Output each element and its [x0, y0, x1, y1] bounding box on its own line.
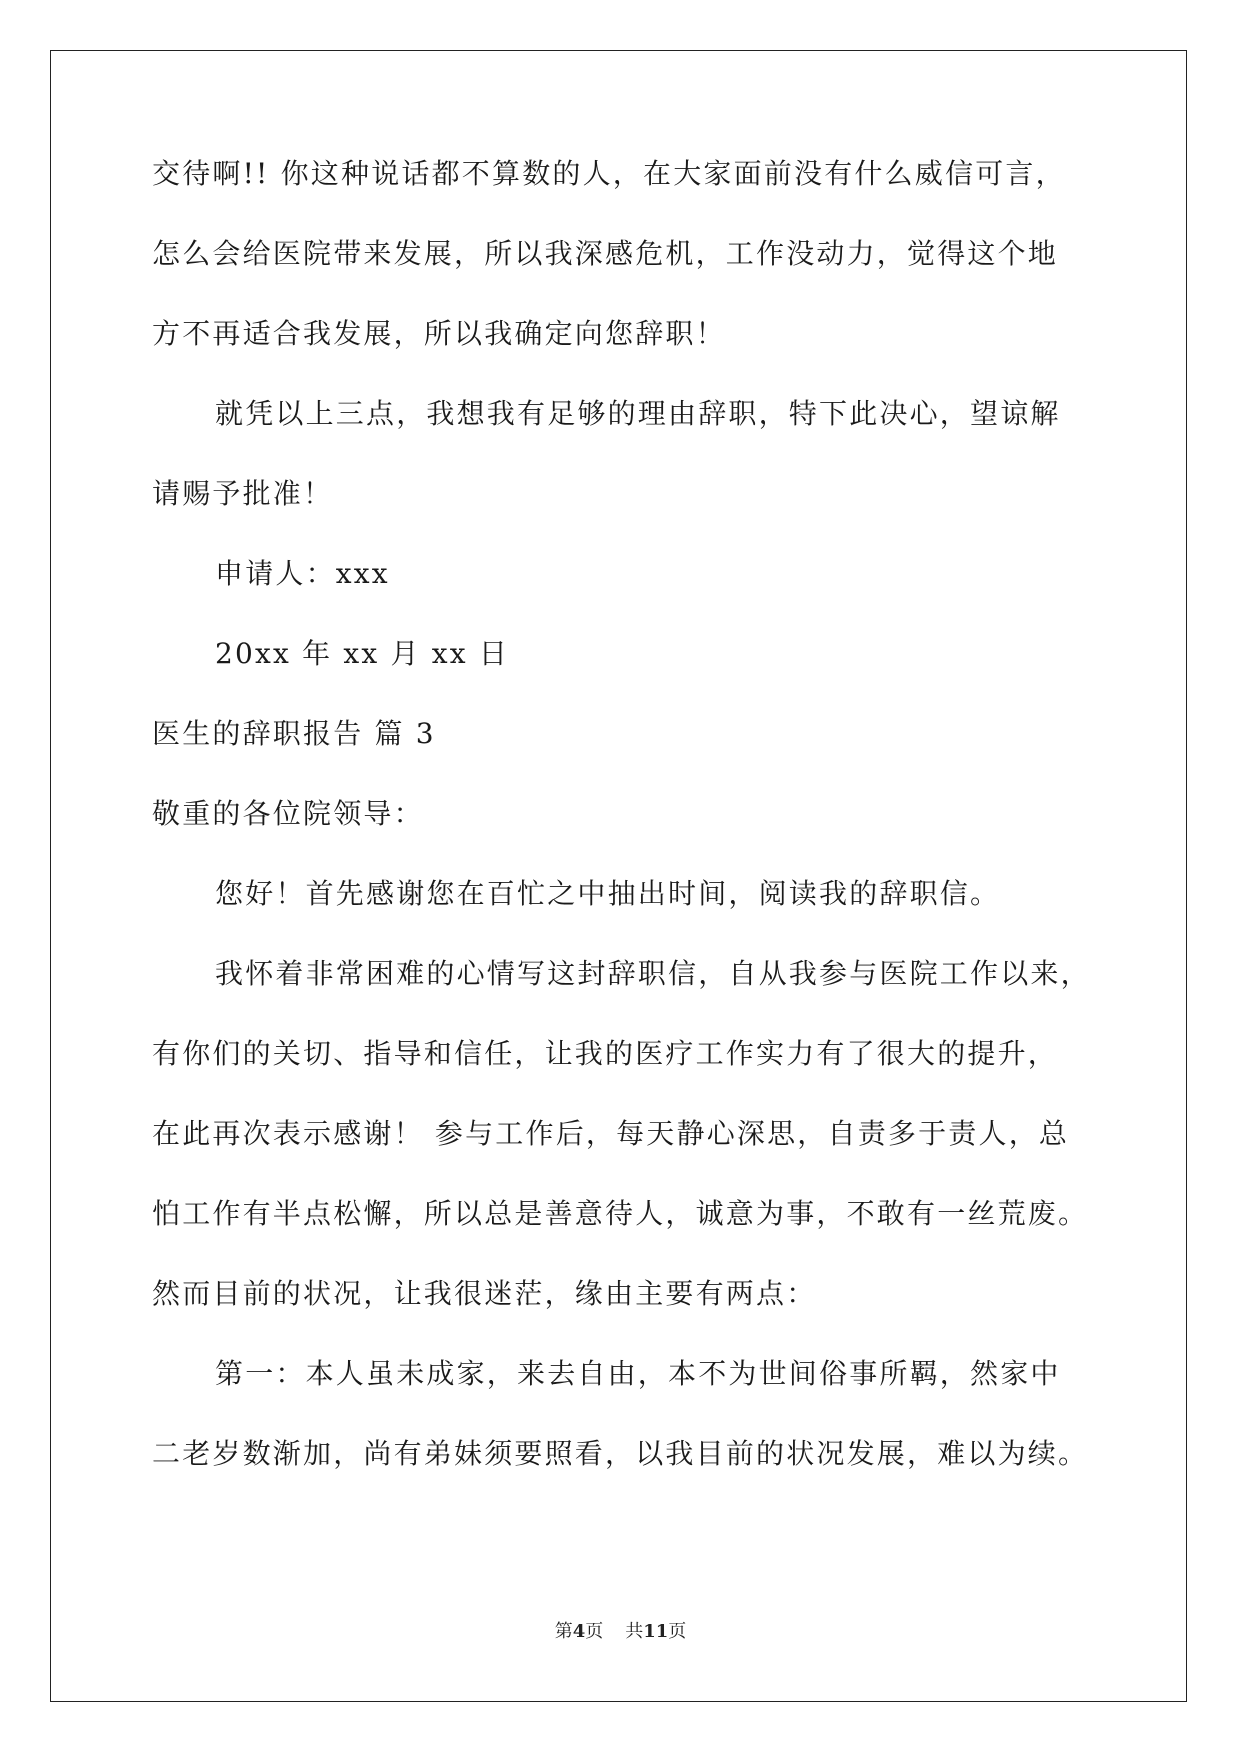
text-line: 交待啊!! 你这种说话都不算数的人，在大家面前没有什么威信可言， — [152, 157, 1066, 190]
footer-page-number: 4 — [572, 1621, 586, 1642]
salutation: 敬重的各位院领导： — [152, 797, 424, 830]
text-line: 第一：本人虽未成家，来去自由，本不为世间俗事所羁，然家中 — [215, 1357, 1061, 1390]
page-footer — [0, 1620, 1241, 1644]
text-line: 请赐予批准！ — [152, 477, 334, 510]
text-line: 就凭以上三点，我想我有足够的理由辞职，特下此决心，望谅解 — [215, 397, 1061, 430]
text-line: 在此再次表示感谢！ 参与工作后，每天静心深思，自责多于责人，总 — [152, 1117, 1070, 1150]
footer-page-prefix: 第 — [554, 1621, 573, 1642]
section-title: 医生的辞职报告 篇 3 — [152, 717, 436, 750]
footer-page-suffix: 页 — [585, 1621, 604, 1642]
footer-total-prefix: 共 — [625, 1621, 644, 1642]
text-line: 怎么会给医院带来发展，所以我深感危机，工作没动力，觉得这个地 — [152, 237, 1059, 270]
text-line: 二老岁数渐加，尚有弟妹须要照看，以我目前的状况发展，难以为续。 — [152, 1437, 1089, 1470]
text-line: 有你们的关切、指导和信任，让我的医疗工作实力有了很大的提升， — [152, 1037, 1059, 1070]
text-line: 您好！首先感谢您在百忙之中抽出时间，阅读我的辞职信。 — [215, 877, 1001, 910]
text-line: 我怀着非常困难的心情写这封辞职信，自从我参与医院工作以来， — [215, 957, 1091, 990]
text-line: 然而目前的状况，让我很迷茫，缘由主要有两点： — [152, 1277, 817, 1310]
footer-total-pages: 11 — [643, 1621, 669, 1642]
text-line: 怕工作有半点松懈，所以总是善意待人，诚意为事，不敢有一丝荒废。 — [152, 1197, 1089, 1230]
applicant-line: 申请人：xxx — [215, 557, 390, 590]
text-line: 方不再适合我发展，所以我确定向您辞职！ — [152, 317, 726, 350]
date-line: 20xx 年 xx 月 xx 日 — [215, 637, 510, 670]
footer-total-suffix: 页 — [668, 1621, 687, 1642]
